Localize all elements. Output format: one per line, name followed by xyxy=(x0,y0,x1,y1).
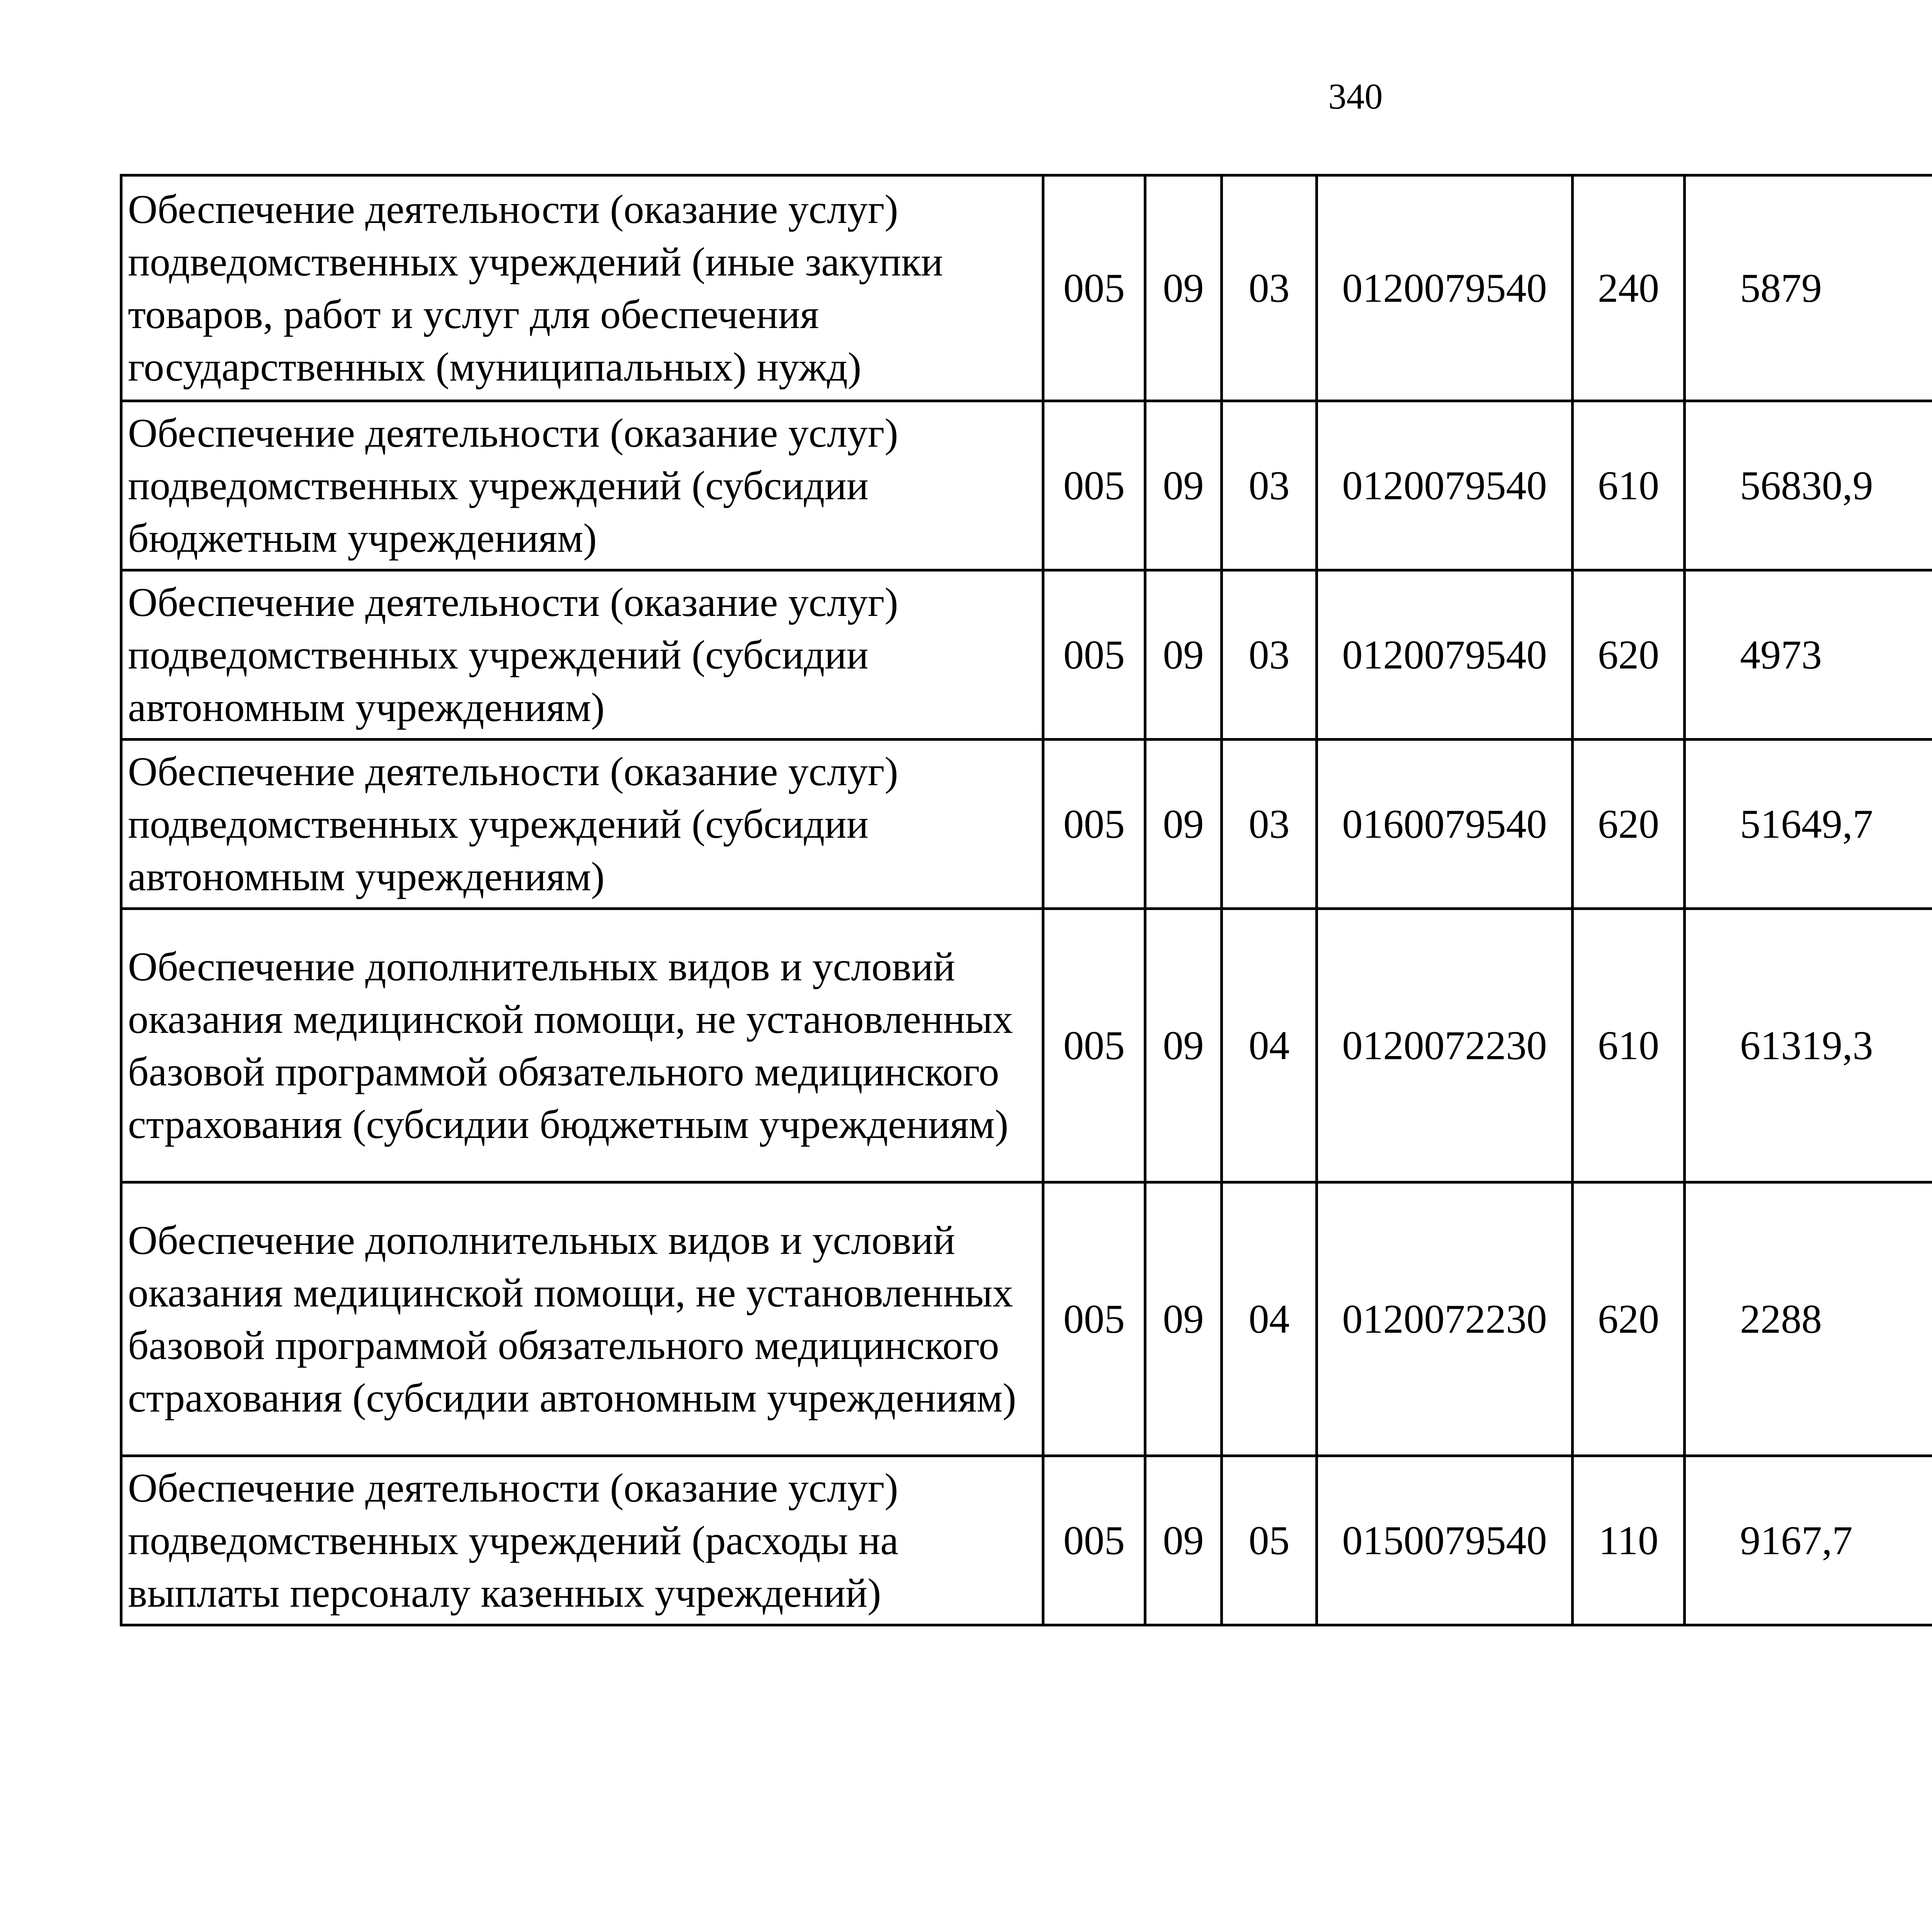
subsection-code-cell: 04 xyxy=(1222,909,1317,1182)
expense-name-cell: Обеспечение деятельности (оказание услуг) подведомственных учреждений (субсидии автономным учреждениям) xyxy=(121,570,1043,740)
subsection-code-cell: 05 xyxy=(1222,1456,1317,1625)
page-number: 340 xyxy=(1328,77,1383,117)
amount-1-cell: 51649,7 xyxy=(1685,740,1932,909)
ministry-code-cell: 005 xyxy=(1043,740,1145,909)
expense-name-cell: Обеспечение деятельности (оказание услуг) подведомственных учреждений (субсидии автономным учреждениям) xyxy=(121,740,1043,909)
target-article-cell: 0120079540 xyxy=(1317,175,1573,401)
table-row xyxy=(121,740,1932,909)
section-code-cell: 09 xyxy=(1145,570,1222,740)
section-code-cell: 09 xyxy=(1145,401,1222,570)
target-article-cell: 0150079540 xyxy=(1317,1456,1573,1625)
ministry-code-cell: 005 xyxy=(1043,909,1145,1182)
section-code-cell: 09 xyxy=(1145,909,1222,1182)
target-article-cell: 0120079540 xyxy=(1317,401,1573,570)
expense-type-cell: 610 xyxy=(1573,401,1685,570)
amount-1-cell: 9167,7 xyxy=(1685,1456,1932,1625)
subsection-code-cell: 03 xyxy=(1222,740,1317,909)
subsection-code-cell: 03 xyxy=(1222,401,1317,570)
table-row xyxy=(121,175,1932,401)
section-code-cell: 09 xyxy=(1145,740,1222,909)
ministry-code-cell: 005 xyxy=(1043,401,1145,570)
ministry-code-cell: 005 xyxy=(1043,570,1145,740)
expense-type-cell: 110 xyxy=(1573,1456,1685,1625)
target-article-cell: 0120079540 xyxy=(1317,570,1573,740)
expense-type-cell: 620 xyxy=(1573,570,1685,740)
amount-1-cell: 2288 xyxy=(1685,1182,1932,1456)
subsection-code-cell: 03 xyxy=(1222,175,1317,401)
target-article-cell: 0120072230 xyxy=(1317,1182,1573,1456)
ministry-code-cell: 005 xyxy=(1043,1456,1145,1625)
expense-type-cell: 240 xyxy=(1573,175,1685,401)
target-article-cell: 0160079540 xyxy=(1317,740,1573,909)
budget-table xyxy=(120,174,1932,1626)
expense-type-cell: 610 xyxy=(1573,909,1685,1182)
subsection-code-cell: 04 xyxy=(1222,1182,1317,1456)
table-row xyxy=(121,1182,1932,1456)
section-code-cell: 09 xyxy=(1145,1456,1222,1625)
subsection-code-cell: 03 xyxy=(1222,570,1317,740)
amount-1-cell: 4973 xyxy=(1685,570,1932,740)
table-row xyxy=(121,1456,1932,1625)
expense-name-cell: Обеспечение дополнительных видов и условий оказания медицинской помощи, не установленных базовой программой обязательного медицинского страхования (субсидии бюджетным учреждениям) xyxy=(121,909,1043,1182)
ministry-code-cell: 005 xyxy=(1043,1182,1145,1456)
expense-type-cell: 620 xyxy=(1573,1182,1685,1456)
expense-type-cell: 620 xyxy=(1573,740,1685,909)
target-article-cell: 0120072230 xyxy=(1317,909,1573,1182)
table-row xyxy=(121,570,1932,740)
table-row xyxy=(121,401,1932,570)
amount-1-cell: 5879 xyxy=(1685,175,1932,401)
ministry-code-cell: 005 xyxy=(1043,175,1145,401)
expense-name-cell: Обеспечение деятельности (оказание услуг) подведомственных учреждений (расходы на выплаты персоналу казенных учреждений) xyxy=(121,1456,1043,1625)
amount-1-cell: 61319,3 xyxy=(1685,909,1932,1182)
table-row xyxy=(121,909,1932,1182)
expense-name-cell: Обеспечение деятельности (оказание услуг) подведомственных учреждений (иные закупки товаров, работ и услуг для обеспечения государственных (муниципальных) нужд) xyxy=(121,175,1043,401)
expense-name-cell: Обеспечение деятельности (оказание услуг) подведомственных учреждений (субсидии бюджетным учреждениям) xyxy=(121,401,1043,570)
expense-name-cell: Обеспечение дополнительных видов и условий оказания медицинской помощи, не установленных базовой программой обязательного медицинского страхования (субсидии автономным учреждениям) xyxy=(121,1182,1043,1456)
section-code-cell: 09 xyxy=(1145,1182,1222,1456)
amount-1-cell: 56830,9 xyxy=(1685,401,1932,570)
section-code-cell: 09 xyxy=(1145,175,1222,401)
